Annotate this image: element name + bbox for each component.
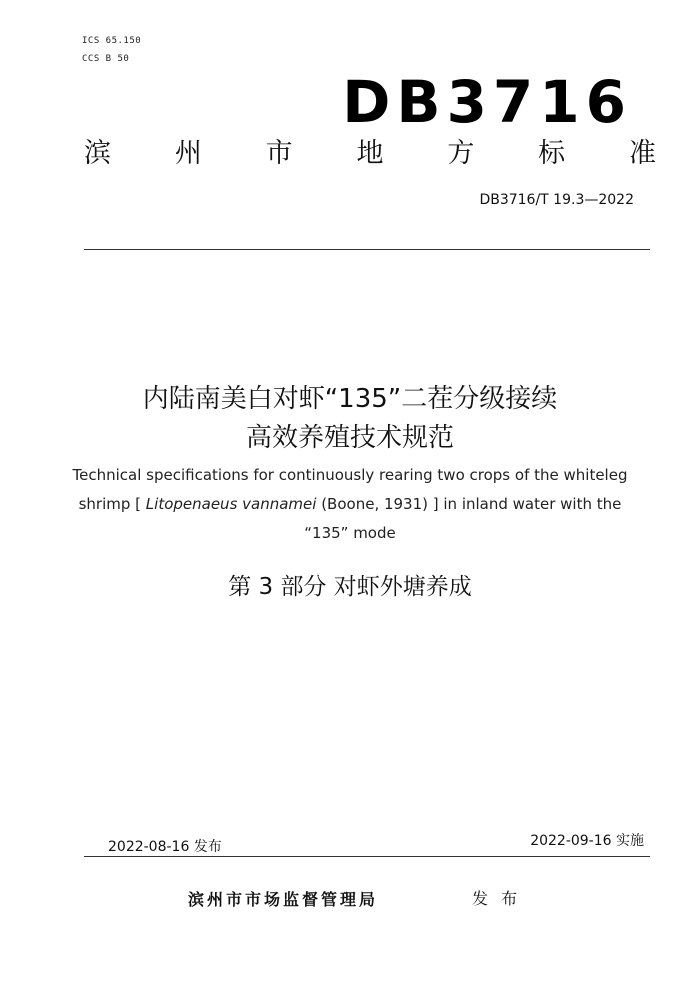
title-en-line-3: “135” mode xyxy=(304,524,396,542)
standard-type-char: 准 xyxy=(628,138,656,169)
issue-action: 发 布 xyxy=(472,889,522,908)
standard-type-char: 标 xyxy=(538,138,566,169)
standard-type-char: 方 xyxy=(447,138,475,169)
title-en-line-1: Technical specifications for continuously rearing two crops of the whiteleg xyxy=(72,466,628,484)
top-divider xyxy=(84,249,650,250)
publish-date: 2022-08-16 发布 xyxy=(108,839,222,855)
title-en-line-2 xyxy=(0,494,700,514)
standard-type-char: 地 xyxy=(356,138,384,169)
standard-number: DB3716/T 19.3—2022 xyxy=(479,192,634,208)
issuing-authority: 滨州市市场监督管理局 xyxy=(188,890,379,909)
implement-date: 2022-09-16 实施 xyxy=(530,833,644,849)
ics-code: ICS 65.150 xyxy=(82,36,142,46)
standard-type-char: 滨 xyxy=(84,138,111,169)
title-cn-line-1: 内陆南美白对虾“135”二茬分级接续 xyxy=(142,384,558,414)
standard-type-char: 市 xyxy=(265,138,293,169)
ccs-code: CCS B 50 xyxy=(82,54,130,64)
title-cn-line-2: 高效养殖技术规范 xyxy=(245,423,454,453)
title-en-line-2-post: (Boone, 1931) ] in inland water with the xyxy=(316,495,622,513)
standard-type-char: 州 xyxy=(174,138,202,169)
species-name-italic: Litopenaeus vannamei xyxy=(145,495,317,513)
bottom-divider xyxy=(84,856,650,857)
db-code-heading: DB3716 xyxy=(342,68,632,136)
standard-type-heading xyxy=(84,134,656,174)
part-title: 第 3 部分 对虾外塘养成 xyxy=(228,574,472,600)
title-en-line-2-pre: shrimp [ xyxy=(78,495,146,513)
